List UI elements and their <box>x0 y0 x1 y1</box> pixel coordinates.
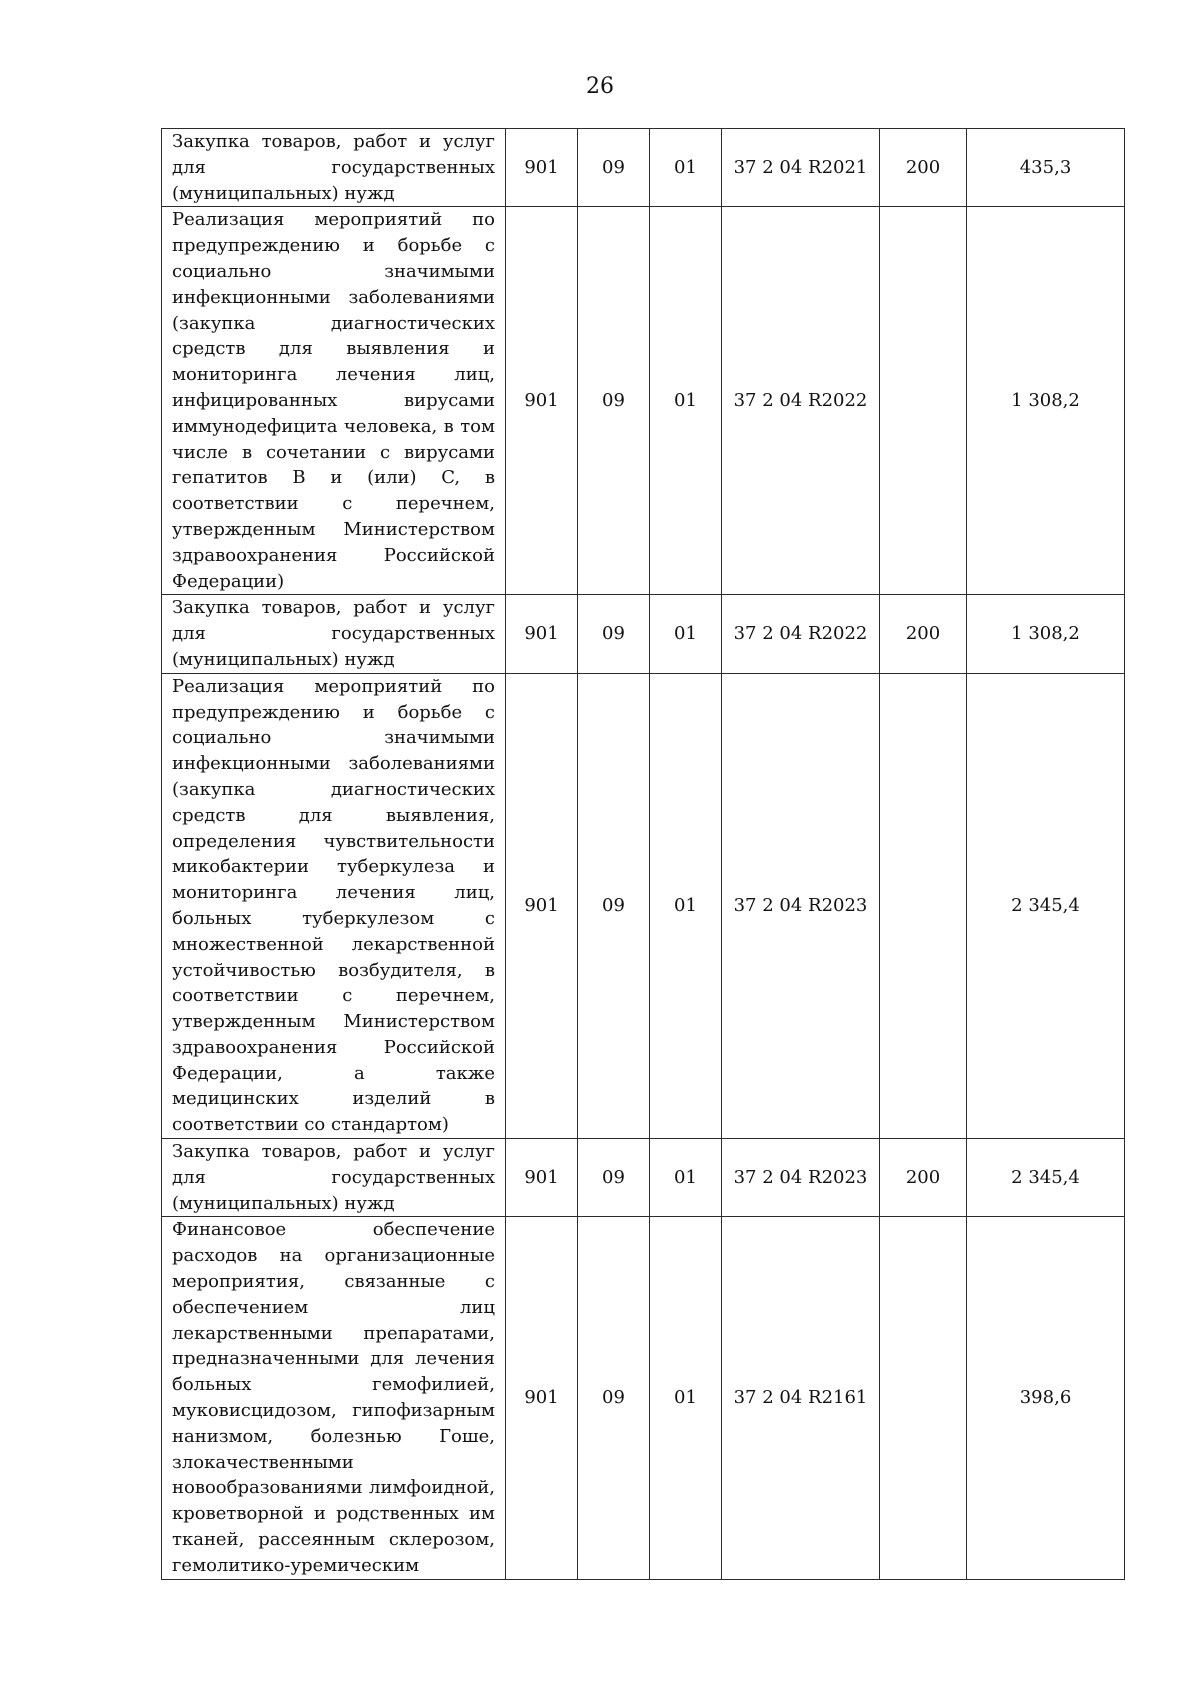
row-subsection: 01 <box>650 595 722 673</box>
table-row <box>162 673 1125 1138</box>
row-amount: 2 345,4 <box>967 673 1125 1138</box>
row-description: Закупка товаров, работ и услуг для государственных (муниципальных) нужд <box>162 595 506 673</box>
row-description: Закупка товаров, работ и услуг для государственных (муниципальных) нужд <box>162 1139 506 1217</box>
page-number: 26 <box>586 74 614 99</box>
row-grbs: 901 <box>506 595 578 673</box>
row-amount: 435,3 <box>967 129 1125 207</box>
row-expense-type: 200 <box>880 129 967 207</box>
budget-table <box>161 128 1125 1580</box>
table-row <box>162 595 1125 673</box>
row-target-article: 37 2 04 R2023 <box>722 1139 880 1217</box>
row-grbs: 901 <box>506 673 578 1138</box>
row-target-article: 37 2 04 R2022 <box>722 207 880 595</box>
row-expense-type <box>880 207 967 595</box>
table-row <box>162 129 1125 207</box>
row-section: 09 <box>578 1217 650 1579</box>
row-grbs: 901 <box>506 207 578 595</box>
row-amount: 1 308,2 <box>967 595 1125 673</box>
row-section: 09 <box>578 1139 650 1217</box>
row-subsection: 01 <box>650 1139 722 1217</box>
row-section: 09 <box>578 673 650 1138</box>
row-subsection: 01 <box>650 1217 722 1579</box>
row-subsection: 01 <box>650 673 722 1138</box>
row-grbs: 901 <box>506 1217 578 1579</box>
row-expense-type: 200 <box>880 1139 967 1217</box>
row-expense-type <box>880 1217 967 1579</box>
table-row <box>162 207 1125 595</box>
table-row <box>162 1217 1125 1579</box>
row-grbs: 901 <box>506 129 578 207</box>
row-description: Закупка товаров, работ и услуг для государственных (муниципальных) нужд <box>162 129 506 207</box>
row-subsection: 01 <box>650 207 722 595</box>
row-amount: 2 345,4 <box>967 1139 1125 1217</box>
row-description: Реализация мероприятий по предупреждению и борьбе с социально значимыми инфекционными заболеваниями (закупка диагностических средств для выявления и мониторинга лечения лиц, инфицированных вирусами иммунодефицита человека, в том числе в сочетании с вирусами гепатитов B и (или) C, в соответствии с перечнем, утвержденным Министерством здравоохранения Российской Федерации) <box>162 207 506 595</box>
row-expense-type: 200 <box>880 595 967 673</box>
row-section: 09 <box>578 207 650 595</box>
row-section: 09 <box>578 595 650 673</box>
row-amount: 398,6 <box>967 1217 1125 1579</box>
table-row <box>162 1139 1125 1217</box>
row-subsection: 01 <box>650 129 722 207</box>
row-target-article: 37 2 04 R2161 <box>722 1217 880 1579</box>
row-description: Реализация мероприятий по предупреждению и борьбе с социально значимыми инфекционными заболеваниями (закупка диагностических средств для выявления, определения чувствительности микобактерии туберкулеза и мониторинга лечения лиц, больных туберкулезом с множественной лекарственной устойчивостью возбудителя, в соответствии с перечнем, утвержденным Министерством здравоохранения Российской Федерации, а также медицинских изделий в соответствии со стандартом) <box>162 673 506 1138</box>
row-amount: 1 308,2 <box>967 207 1125 595</box>
row-target-article: 37 2 04 R2022 <box>722 595 880 673</box>
row-expense-type <box>880 673 967 1138</box>
row-grbs: 901 <box>506 1139 578 1217</box>
row-target-article: 37 2 04 R2023 <box>722 673 880 1138</box>
row-target-article: 37 2 04 R2021 <box>722 129 880 207</box>
row-section: 09 <box>578 129 650 207</box>
row-description: Финансовое обеспечение расходов на организационные мероприятия, связанные с обеспечением лиц лекарственными препаратами, предназначенными для лечения больных гемофилией, муковисцидозом, гипофизарным нанизмом, болезнью Гоше, злокачественными новообразованиями лимфоидной, кроветворной и родственных им тканей, рассеянным склерозом, гемолитико-уремическим <box>162 1217 506 1579</box>
